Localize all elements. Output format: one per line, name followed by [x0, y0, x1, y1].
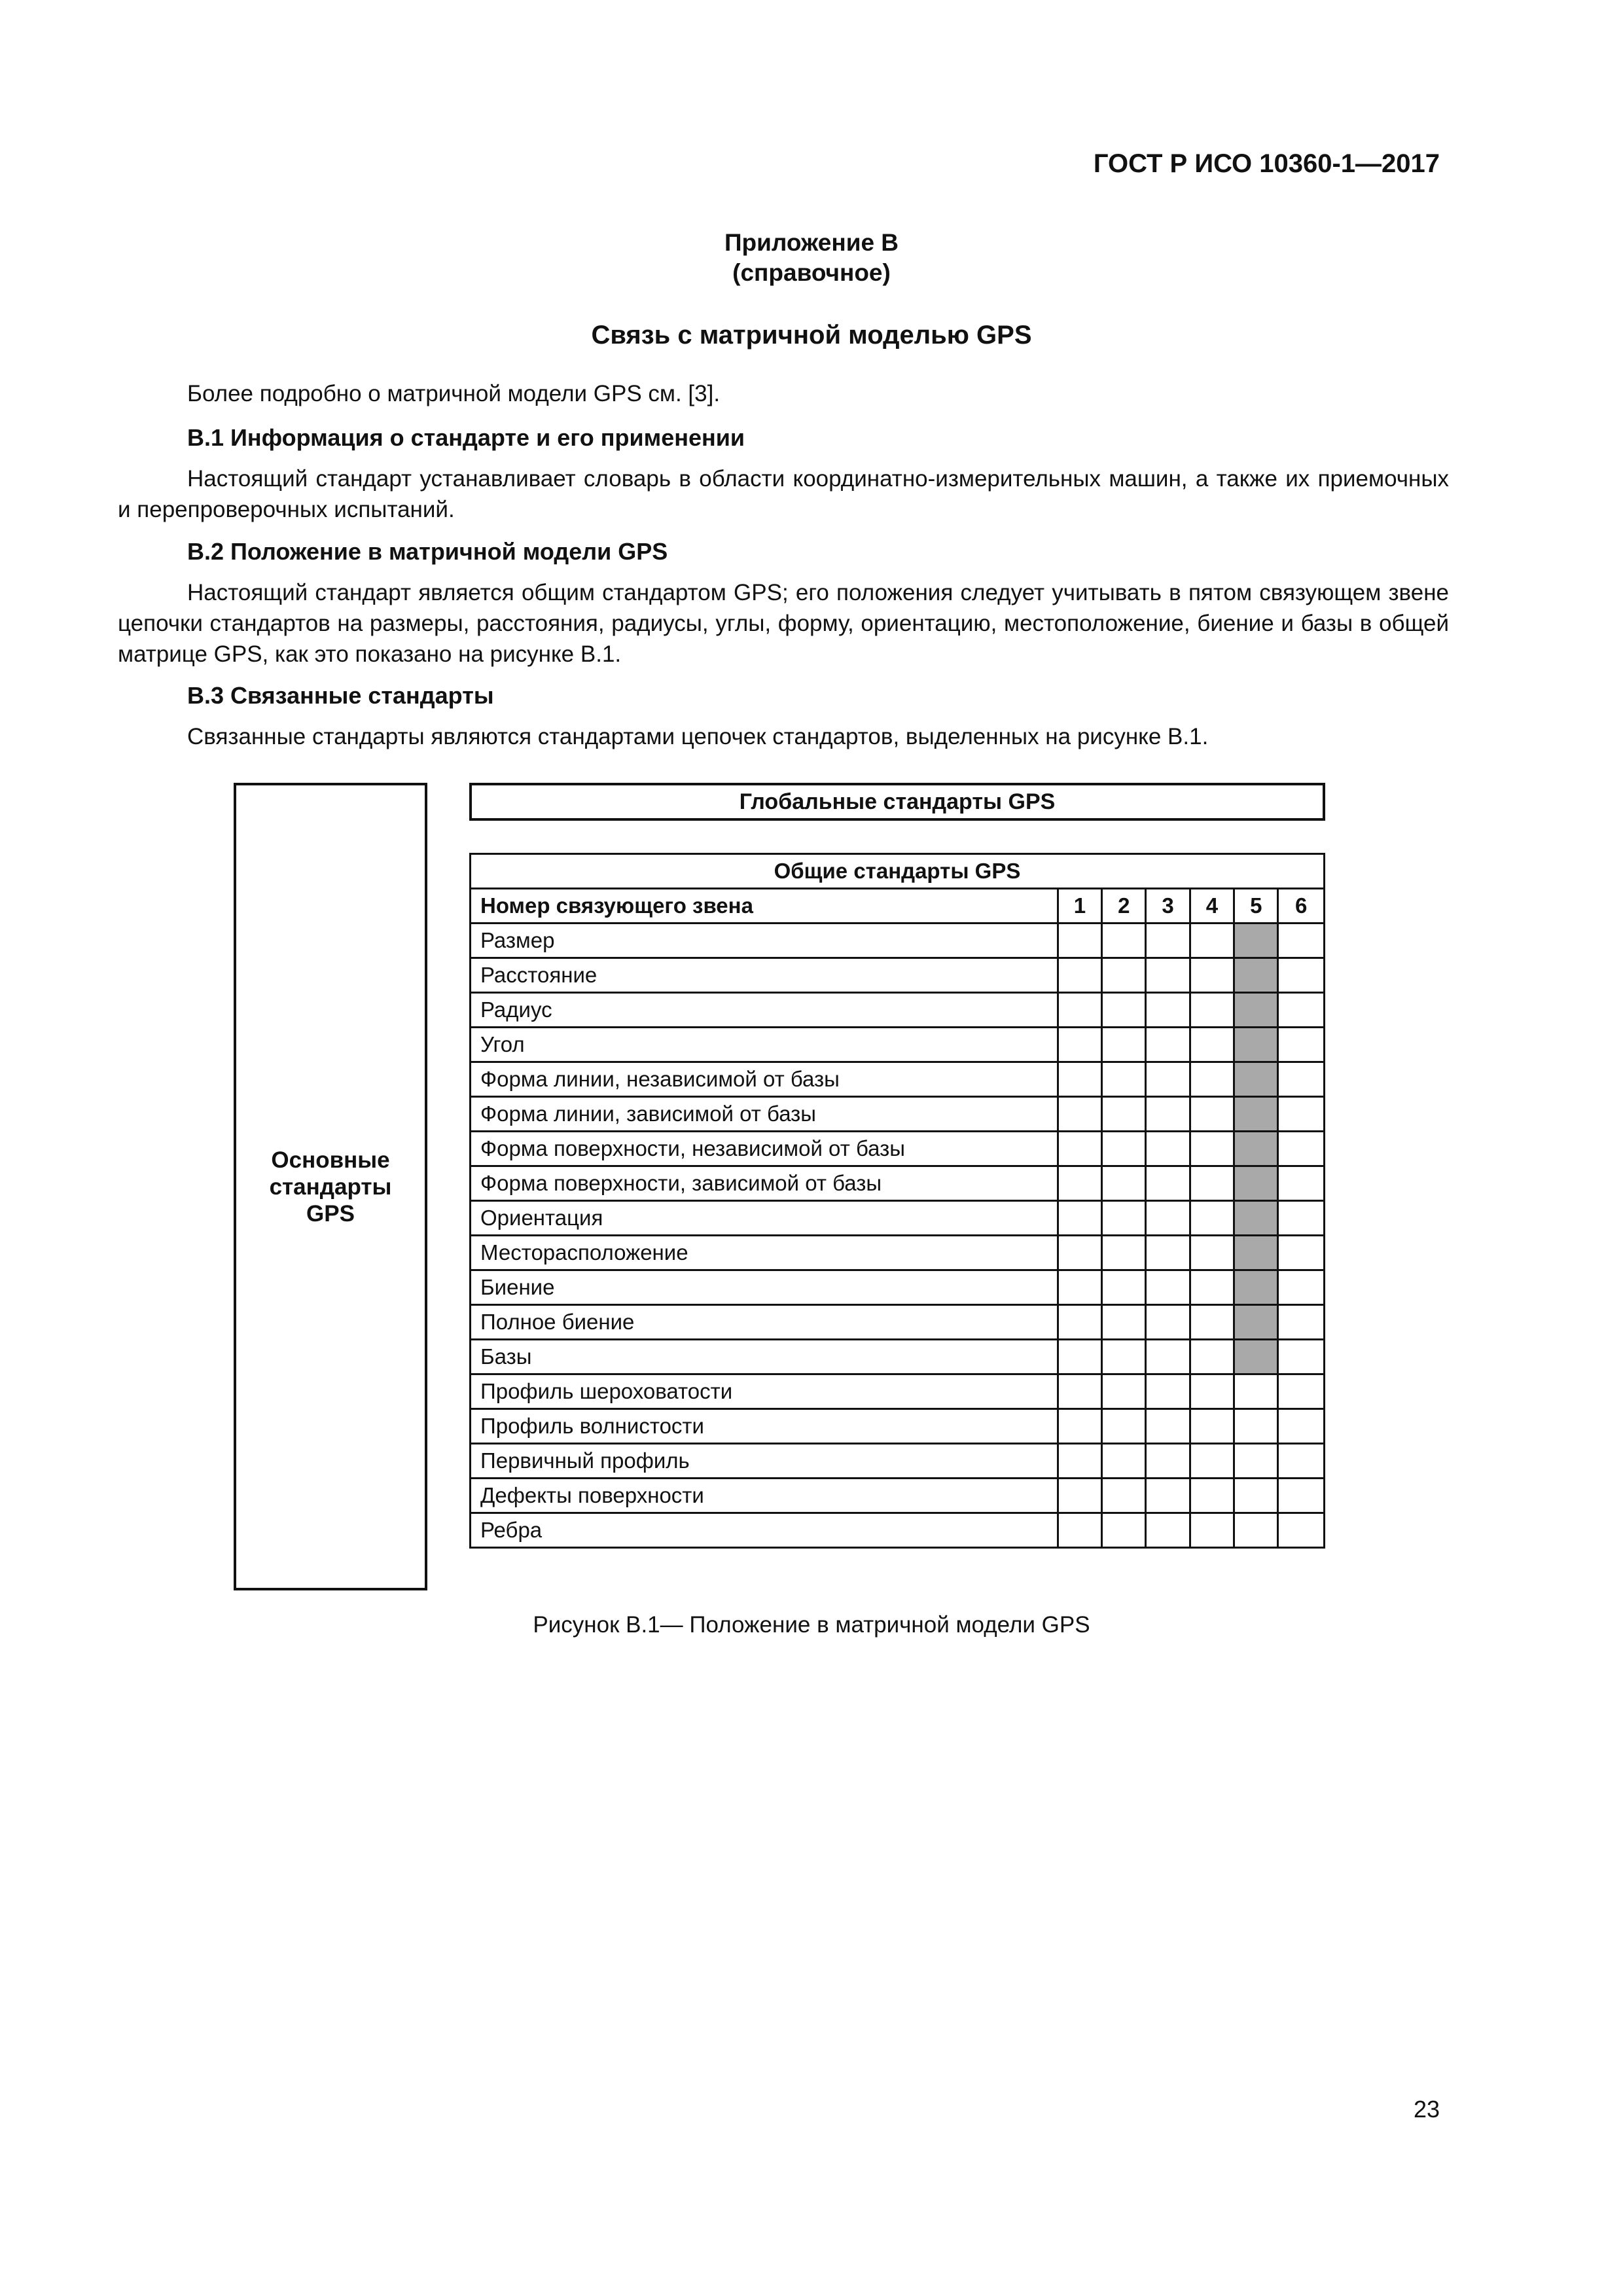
matrix-cell — [1102, 1479, 1146, 1513]
matrix-row — [471, 1513, 1325, 1548]
characteristic-label: Радиус — [471, 993, 1058, 1028]
characteristic-label: Форма линии, независимой от базы — [471, 1062, 1058, 1097]
matrix-cell — [1058, 1236, 1101, 1270]
matrix-cell — [1278, 1062, 1325, 1097]
matrix-cell — [1190, 1201, 1234, 1236]
matrix-cell — [1190, 1305, 1234, 1340]
matrix-cell — [1146, 1062, 1190, 1097]
appendix-status: (справочное) — [732, 259, 891, 286]
characteristic-label: Размер — [471, 924, 1058, 958]
matrix-cell-highlighted — [1234, 1132, 1278, 1166]
matrix-cell — [1058, 1479, 1101, 1513]
matrix-row — [471, 1028, 1325, 1062]
section-heading-b3: В.3 Связанные стандарты — [187, 682, 494, 709]
matrix-cell — [1278, 1444, 1325, 1479]
matrix-cell — [1190, 1444, 1234, 1479]
matrix-cell — [1102, 1236, 1146, 1270]
matrix-cell — [1102, 924, 1146, 958]
section-heading-b2: В.2 Положение в матричной модели GPS — [187, 538, 668, 565]
matrix-cell — [1278, 1270, 1325, 1305]
link-number-2: 2 — [1102, 889, 1146, 924]
matrix-cell — [1058, 1340, 1101, 1374]
section-heading-b1: В.1 Информация о стандарте и его применении — [187, 424, 745, 451]
matrix-cell — [1190, 1374, 1234, 1409]
characteristic-label: Профиль шероховатости — [471, 1374, 1058, 1409]
matrix-cell-highlighted — [1234, 1201, 1278, 1236]
matrix-cell — [1234, 1409, 1278, 1444]
matrix-cell — [1146, 1444, 1190, 1479]
matrix-cell — [1234, 1513, 1278, 1548]
matrix-cell — [1146, 1513, 1190, 1548]
matrix-cell — [1058, 1305, 1101, 1340]
matrix-cell — [1102, 1270, 1146, 1305]
matrix-cell — [1190, 1340, 1234, 1374]
characteristic-label: Дефекты поверхности — [471, 1479, 1058, 1513]
matrix-cell — [1102, 1062, 1146, 1097]
matrix-cell — [1146, 993, 1190, 1028]
characteristic-label: Форма поверхности, независимой от базы — [471, 1132, 1058, 1166]
matrix-cell — [1278, 1236, 1325, 1270]
matrix-row — [471, 1374, 1325, 1409]
matrix-cell — [1102, 1513, 1146, 1548]
matrix-cell-highlighted — [1234, 1270, 1278, 1305]
matrix-cell — [1146, 1132, 1190, 1166]
matrix-cell — [1190, 958, 1234, 993]
link-number-4: 4 — [1190, 889, 1234, 924]
matrix-cell — [1058, 1132, 1101, 1166]
matrix-cell — [1058, 1166, 1101, 1201]
link-number-6: 6 — [1278, 889, 1325, 924]
matrix-cell — [1146, 1305, 1190, 1340]
main-standards-box — [234, 783, 427, 1590]
matrix-cell — [1146, 924, 1190, 958]
matrix-cell — [1278, 1028, 1325, 1062]
characteristic-label: Полное биение — [471, 1305, 1058, 1340]
matrix-title-row — [471, 854, 1325, 889]
matrix-cell — [1146, 1270, 1190, 1305]
matrix-cell — [1102, 993, 1146, 1028]
appendix-heading — [0, 228, 1623, 288]
matrix-cell — [1190, 1479, 1234, 1513]
matrix-cell — [1146, 1409, 1190, 1444]
characteristic-label: Расстояние — [471, 958, 1058, 993]
matrix-row — [471, 1236, 1325, 1270]
matrix-cell — [1190, 993, 1234, 1028]
matrix-row — [471, 1097, 1325, 1132]
matrix-header-row — [471, 889, 1325, 924]
matrix-cell-highlighted — [1234, 993, 1278, 1028]
link-number-1: 1 — [1058, 889, 1101, 924]
matrix-cell-highlighted — [1234, 1340, 1278, 1374]
characteristic-label: Базы — [471, 1340, 1058, 1374]
matrix-cell — [1146, 1340, 1190, 1374]
matrix-cell — [1102, 1166, 1146, 1201]
main-standards-label: Основные стандарты GPS — [269, 1147, 392, 1227]
matrix-cell — [1146, 1479, 1190, 1513]
matrix-cell — [1190, 1132, 1234, 1166]
global-standards-box: Глобальные стандарты GPS — [469, 783, 1325, 821]
document-code: ГОСТ Р ИСО 10360-1—2017 — [1093, 149, 1440, 178]
matrix-cell — [1058, 1444, 1101, 1479]
matrix-cell — [1102, 1305, 1146, 1340]
matrix-cell — [1102, 1340, 1146, 1374]
matrix-row — [471, 1444, 1325, 1479]
matrix-cell — [1234, 1479, 1278, 1513]
matrix-cell — [1190, 1166, 1234, 1201]
characteristic-label: Биение — [471, 1270, 1058, 1305]
matrix-cell — [1058, 993, 1101, 1028]
section-text-b3: Связанные стандарты являются стандартами цепочек стандартов, выделенных на рисунке В.1. — [187, 724, 1209, 749]
matrix-cell — [1190, 1409, 1234, 1444]
characteristic-label: Ребра — [471, 1513, 1058, 1548]
matrix-cell — [1278, 1166, 1325, 1201]
matrix-cell — [1278, 1132, 1325, 1166]
matrix-row — [471, 958, 1325, 993]
matrix-cell — [1190, 1028, 1234, 1062]
matrix-cell-highlighted — [1234, 924, 1278, 958]
matrix-cell — [1058, 1097, 1101, 1132]
matrix-cell — [1102, 1201, 1146, 1236]
matrix-cell — [1058, 1270, 1101, 1305]
matrix-cell — [1102, 1409, 1146, 1444]
matrix-cell — [1278, 958, 1325, 993]
matrix-cell — [1058, 1028, 1101, 1062]
matrix-cell — [1234, 1374, 1278, 1409]
matrix-cell — [1278, 1340, 1325, 1374]
matrix-cell — [1190, 1097, 1234, 1132]
matrix-cell — [1190, 1062, 1234, 1097]
matrix-cell — [1102, 958, 1146, 993]
matrix-cell — [1146, 958, 1190, 993]
matrix-cell — [1278, 1409, 1325, 1444]
matrix-cell — [1058, 1409, 1101, 1444]
matrix-cell — [1278, 924, 1325, 958]
characteristic-label: Месторасположение — [471, 1236, 1058, 1270]
matrix-cell — [1234, 1444, 1278, 1479]
characteristic-label: Форма поверхности, зависимой от базы — [471, 1166, 1058, 1201]
matrix-cell — [1278, 1097, 1325, 1132]
matrix-cell-highlighted — [1234, 1062, 1278, 1097]
matrix-cell-highlighted — [1234, 1166, 1278, 1201]
characteristic-label: Угол — [471, 1028, 1058, 1062]
matrix-cell — [1058, 958, 1101, 993]
matrix-row — [471, 993, 1325, 1028]
section-text-b1: Настоящий стандарт устанавливает словарь в области координатно-измерительных машин, а также их приемочных и перепроверочных испытаний. — [118, 466, 1449, 522]
matrix-cell-highlighted — [1234, 1305, 1278, 1340]
matrix-cell — [1190, 1236, 1234, 1270]
matrix-cell-highlighted — [1234, 1097, 1278, 1132]
gps-matrix — [469, 853, 1325, 1549]
matrix-cell — [1058, 1201, 1101, 1236]
section-text-b2: Настоящий стандарт является общим стандартом GPS; его положения следует учитывать в пятом связующем звене цепочки стандартов на размеры, расстояния, радиусы, углы, форму, ориентацию, местоположение, биение и базы в общей матрице GPS, как это показано на рисунке В.1. — [118, 580, 1449, 667]
matrix-cell — [1146, 1166, 1190, 1201]
appendix-title: Приложение В — [724, 229, 899, 256]
matrix-cell — [1278, 1513, 1325, 1548]
matrix-row — [471, 1409, 1325, 1444]
characteristic-label: Ориентация — [471, 1201, 1058, 1236]
matrix-cell-highlighted — [1234, 1028, 1278, 1062]
matrix-cell — [1278, 1479, 1325, 1513]
matrix-row — [471, 1340, 1325, 1374]
matrix-cell — [1102, 1374, 1146, 1409]
matrix-cell — [1146, 1097, 1190, 1132]
general-standards-label: Общие стандарты GPS — [471, 854, 1325, 889]
matrix-cell-highlighted — [1234, 958, 1278, 993]
matrix-row — [471, 1270, 1325, 1305]
matrix-cell — [1146, 1374, 1190, 1409]
matrix-cell — [1146, 1201, 1190, 1236]
matrix-cell-highlighted — [1234, 1236, 1278, 1270]
characteristic-label: Форма линии, зависимой от базы — [471, 1097, 1058, 1132]
link-number-3: 3 — [1146, 889, 1190, 924]
link-number-header: Номер связующего звена — [471, 889, 1058, 924]
page-number: 23 — [1413, 2096, 1440, 2123]
link-number-5: 5 — [1234, 889, 1278, 924]
matrix-cell — [1190, 1270, 1234, 1305]
matrix-cell — [1146, 1236, 1190, 1270]
matrix-cell — [1278, 993, 1325, 1028]
matrix-cell — [1102, 1444, 1146, 1479]
matrix-cell — [1190, 924, 1234, 958]
matrix-row — [471, 1132, 1325, 1166]
intro-paragraph: Более подробно о матричной модели GPS см. [3]. — [187, 381, 721, 406]
matrix-row — [471, 1062, 1325, 1097]
characteristic-label: Первичный профиль — [471, 1444, 1058, 1479]
matrix-cell — [1146, 1028, 1190, 1062]
figure-caption: Рисунок В.1— Положение в матричной модели GPS — [533, 1612, 1090, 1638]
matrix-row — [471, 1166, 1325, 1201]
matrix-cell — [1058, 1513, 1101, 1548]
matrix-cell — [1278, 1201, 1325, 1236]
matrix-cell — [1278, 1374, 1325, 1409]
matrix-cell — [1102, 1097, 1146, 1132]
characteristic-label: Профиль волнистости — [471, 1409, 1058, 1444]
matrix-cell — [1278, 1305, 1325, 1340]
matrix-cell — [1102, 1132, 1146, 1166]
matrix-cell — [1102, 1028, 1146, 1062]
matrix-cell — [1058, 924, 1101, 958]
matrix-row — [471, 1305, 1325, 1340]
gps-matrix-table — [469, 853, 1325, 1549]
matrix-row — [471, 1479, 1325, 1513]
matrix-cell — [1058, 1374, 1101, 1409]
matrix-cell — [1190, 1513, 1234, 1548]
matrix-row — [471, 1201, 1325, 1236]
matrix-cell — [1058, 1062, 1101, 1097]
matrix-row — [471, 924, 1325, 958]
page-title: Связь с матричной моделью GPS — [591, 321, 1032, 350]
